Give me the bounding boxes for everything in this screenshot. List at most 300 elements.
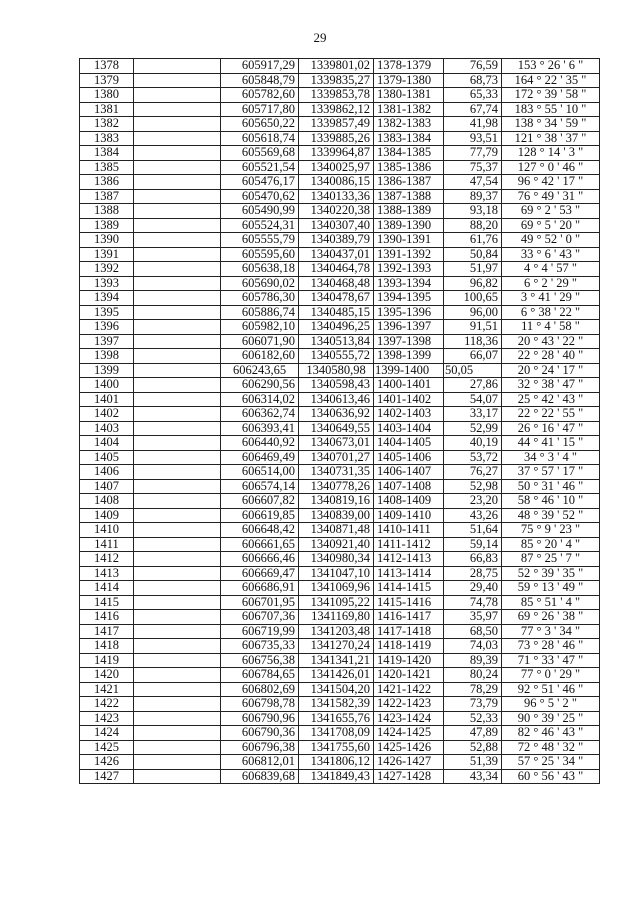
blank-cell: [134, 450, 221, 465]
x-coordinate-cell: 606290,56: [221, 378, 299, 393]
y-coordinate-cell: 1340636,92: [299, 407, 374, 422]
point-number-cell: 1407: [80, 479, 134, 494]
y-coordinate-cell: 1339801,02: [299, 59, 374, 74]
direction-angle-cell: 22 ° 22 ' 55 ": [502, 407, 600, 422]
table-row: [80, 523, 600, 538]
blank-cell: [134, 624, 221, 639]
length-cell: 43,26: [444, 508, 502, 523]
length-cell: 68,73: [444, 73, 502, 88]
direction-angle-cell: 37 ° 57 ' 17 ": [502, 465, 600, 480]
point-number-cell: 1408: [80, 494, 134, 509]
x-coordinate-cell: 606469,49: [221, 450, 299, 465]
table-row: [80, 392, 600, 407]
point-number-cell: 1386: [80, 175, 134, 190]
segment-cell: 1415-1416: [374, 595, 444, 610]
segment-cell: 1422-1423: [374, 697, 444, 712]
table-row: [80, 247, 600, 262]
blank-cell: [134, 566, 221, 581]
point-number-cell: 1382: [80, 117, 134, 132]
segment-cell: 1420-1421: [374, 668, 444, 683]
length-cell: 88,20: [444, 218, 502, 233]
direction-angle-cell: 85 ° 20 ' 4 ": [502, 537, 600, 552]
table-row: [80, 146, 600, 161]
y-coordinate-cell: 1340086,15: [299, 175, 374, 190]
direction-angle-cell: 32 ° 38 ' 47 ": [502, 378, 600, 393]
table-row: [80, 726, 600, 741]
table-row: [80, 508, 600, 523]
point-number-cell: 1411: [80, 537, 134, 552]
point-number-cell: 1393: [80, 276, 134, 291]
table-row: [80, 595, 600, 610]
blank-cell: [134, 334, 221, 349]
x-coordinate-cell: 606514,00: [221, 465, 299, 480]
blank-cell: [134, 769, 221, 784]
direction-angle-cell: 34 ° 3 ' 4 ": [502, 450, 600, 465]
blank-cell: [134, 407, 221, 422]
x-coordinate-cell: 605690,02: [221, 276, 299, 291]
length-cell: 41,98: [444, 117, 502, 132]
y-coordinate-cell: 1340133,36: [299, 189, 374, 204]
blank-cell: [134, 581, 221, 596]
blank-cell: [134, 537, 221, 552]
table-row: [80, 755, 600, 770]
length-cell: 89,37: [444, 189, 502, 204]
table-row: [80, 479, 600, 494]
table-row: [80, 624, 600, 639]
blank-cell: [134, 465, 221, 480]
point-number-cell: 1415: [80, 595, 134, 610]
length-cell: 52,98: [444, 479, 502, 494]
direction-angle-cell: 76 ° 49 ' 31 ": [502, 189, 600, 204]
x-coordinate-cell: 606735,33: [221, 639, 299, 654]
direction-angle-cell: 82 ° 46 ' 43 ": [502, 726, 600, 741]
y-coordinate-cell: 1340220,38: [299, 204, 374, 219]
segment-cell: 1416-1417: [374, 610, 444, 625]
blank-cell: [134, 102, 221, 117]
point-number-cell: 1391: [80, 247, 134, 262]
direction-angle-cell: 138 ° 34 ' 59 ": [502, 117, 600, 132]
length-cell: 59,14: [444, 537, 502, 552]
blank-cell: [134, 175, 221, 190]
table-row: [80, 566, 600, 581]
segment-cell: 1418-1419: [374, 639, 444, 654]
segment-cell: 1387-1388: [374, 189, 444, 204]
y-coordinate-cell: 1341047,10: [299, 566, 374, 581]
segment-cell: 1425-1426: [374, 740, 444, 755]
y-coordinate-cell: 1339857,49: [299, 117, 374, 132]
segment-cell: 1427-1428: [374, 769, 444, 784]
direction-angle-cell: 96 ° 5 ' 2 ": [502, 697, 600, 712]
table-row: [80, 131, 600, 146]
y-coordinate-cell: 1339835,27: [299, 73, 374, 88]
table-row: [80, 276, 600, 291]
blank-cell: [134, 726, 221, 741]
table-row: [80, 349, 600, 364]
segment-cell: 1402-1403: [374, 407, 444, 422]
blank-cell: [134, 262, 221, 277]
segment-cell: 1401-1402: [374, 392, 444, 407]
length-cell: 80,24: [444, 668, 502, 683]
x-coordinate-cell: 606243,65: [221, 363, 299, 378]
length-cell: 51,39: [444, 755, 502, 770]
coordinates-table: [79, 58, 600, 784]
x-coordinate-cell: 606686,91: [221, 581, 299, 596]
segment-cell: 1407-1408: [374, 479, 444, 494]
length-cell: 52,99: [444, 421, 502, 436]
length-cell: 77,79: [444, 146, 502, 161]
direction-angle-cell: 164 ° 22 ' 35 ": [502, 73, 600, 88]
table-row: [80, 102, 600, 117]
x-coordinate-cell: 605886,74: [221, 305, 299, 320]
segment-cell: 1409-1410: [374, 508, 444, 523]
direction-angle-cell: 20 ° 24 ' 17 ": [502, 363, 600, 378]
point-number-cell: 1417: [80, 624, 134, 639]
point-number-cell: 1400: [80, 378, 134, 393]
segment-cell: 1388-1389: [374, 204, 444, 219]
y-coordinate-cell: 1341203,48: [299, 624, 374, 639]
table-row: [80, 233, 600, 248]
table-row: [80, 610, 600, 625]
x-coordinate-cell: 605476,17: [221, 175, 299, 190]
point-number-cell: 1413: [80, 566, 134, 581]
direction-angle-cell: 3 ° 41 ' 29 ": [502, 291, 600, 306]
y-coordinate-cell: 1341426,01: [299, 668, 374, 683]
blank-cell: [134, 392, 221, 407]
direction-angle-cell: 4 ° 4 ' 57 ": [502, 262, 600, 277]
point-number-cell: 1423: [80, 711, 134, 726]
point-number-cell: 1401: [80, 392, 134, 407]
direction-angle-cell: 52 ° 39 ' 35 ": [502, 566, 600, 581]
table-row: [80, 769, 600, 784]
x-coordinate-cell: 606607,82: [221, 494, 299, 509]
segment-cell: 1392-1393: [374, 262, 444, 277]
blank-cell: [134, 320, 221, 335]
direction-angle-cell: 85 ° 51 ' 4 ": [502, 595, 600, 610]
point-number-cell: 1422: [80, 697, 134, 712]
blank-cell: [134, 59, 221, 74]
direction-angle-cell: 57 ° 25 ' 34 ": [502, 755, 600, 770]
point-number-cell: 1425: [80, 740, 134, 755]
x-coordinate-cell: 606839,68: [221, 769, 299, 784]
length-cell: 118,36: [444, 334, 502, 349]
length-cell: 75,37: [444, 160, 502, 175]
length-cell: 89,39: [444, 653, 502, 668]
point-number-cell: 1383: [80, 131, 134, 146]
table-row: [80, 320, 600, 335]
x-coordinate-cell: 606619,85: [221, 508, 299, 523]
point-number-cell: 1394: [80, 291, 134, 306]
page-number: 29: [313, 30, 327, 45]
point-number-cell: 1387: [80, 189, 134, 204]
segment-cell: 1393-1394: [374, 276, 444, 291]
segment-cell: 1381-1382: [374, 102, 444, 117]
table-row: [80, 639, 600, 654]
y-coordinate-cell: 1341095,22: [299, 595, 374, 610]
blank-cell: [134, 639, 221, 654]
y-coordinate-cell: 1341655,76: [299, 711, 374, 726]
segment-cell: 1379-1380: [374, 73, 444, 88]
segment-cell: 1405-1406: [374, 450, 444, 465]
x-coordinate-cell: 605982,10: [221, 320, 299, 335]
length-cell: 67,74: [444, 102, 502, 117]
length-cell: 76,59: [444, 59, 502, 74]
y-coordinate-cell: 1340389,79: [299, 233, 374, 248]
blank-cell: [134, 595, 221, 610]
table-row: [80, 59, 600, 74]
point-number-cell: 1405: [80, 450, 134, 465]
x-coordinate-cell: 605786,30: [221, 291, 299, 306]
blank-cell: [134, 73, 221, 88]
segment-cell: 1383-1384: [374, 131, 444, 146]
segment-cell: 1395-1396: [374, 305, 444, 320]
table-row: [80, 88, 600, 103]
x-coordinate-cell: 605618,74: [221, 131, 299, 146]
table-row: [80, 334, 600, 349]
direction-angle-cell: 11 ° 4 ' 58 ": [502, 320, 600, 335]
direction-angle-cell: 49 ° 52 ' 0 ": [502, 233, 600, 248]
y-coordinate-cell: 1340437,01: [299, 247, 374, 262]
y-coordinate-cell: 1340921,40: [299, 537, 374, 552]
length-cell: 74,03: [444, 639, 502, 654]
point-number-cell: 1388: [80, 204, 134, 219]
blank-cell: [134, 363, 221, 378]
segment-cell: 1389-1390: [374, 218, 444, 233]
direction-angle-cell: 50 ° 31 ' 46 ": [502, 479, 600, 494]
blank-cell: [134, 88, 221, 103]
segment-cell: 1380-1381: [374, 88, 444, 103]
direction-angle-cell: 127 ° 0 ' 46 ": [502, 160, 600, 175]
y-coordinate-cell: 1340478,67: [299, 291, 374, 306]
length-cell: 53,72: [444, 450, 502, 465]
blank-cell: [134, 552, 221, 567]
length-cell: 54,07: [444, 392, 502, 407]
x-coordinate-cell: 606790,96: [221, 711, 299, 726]
x-coordinate-cell: 606574,14: [221, 479, 299, 494]
y-coordinate-cell: 1340839,00: [299, 508, 374, 523]
point-number-cell: 1392: [80, 262, 134, 277]
blank-cell: [134, 146, 221, 161]
direction-angle-cell: 71 ° 33 ' 47 ": [502, 653, 600, 668]
x-coordinate-cell: 605490,99: [221, 204, 299, 219]
point-number-cell: 1384: [80, 146, 134, 161]
blank-cell: [134, 436, 221, 451]
blank-cell: [134, 508, 221, 523]
segment-cell: 1398-1399: [374, 349, 444, 364]
table-row: [80, 581, 600, 596]
y-coordinate-cell: 1340598,43: [299, 378, 374, 393]
direction-angle-cell: 60 ° 56 ' 43 ": [502, 769, 600, 784]
blank-cell: [134, 378, 221, 393]
segment-cell: 1414-1415: [374, 581, 444, 596]
point-number-cell: 1399: [80, 363, 134, 378]
length-cell: 28,75: [444, 566, 502, 581]
segment-cell: 1397-1398: [374, 334, 444, 349]
length-cell: 73,79: [444, 697, 502, 712]
table-row: [80, 363, 600, 378]
segment-cell: 1406-1407: [374, 465, 444, 480]
segment-cell: 1426-1427: [374, 755, 444, 770]
blank-cell: [134, 755, 221, 770]
length-cell: 47,89: [444, 726, 502, 741]
direction-angle-cell: 20 ° 43 ' 22 ": [502, 334, 600, 349]
table-row: [80, 291, 600, 306]
blank-cell: [134, 218, 221, 233]
y-coordinate-cell: 1340485,15: [299, 305, 374, 320]
segment-cell: 1412-1413: [374, 552, 444, 567]
direction-angle-cell: 87 ° 25 ' 7 ": [502, 552, 600, 567]
blank-cell: [134, 494, 221, 509]
point-number-cell: 1427: [80, 769, 134, 784]
direction-angle-cell: 72 ° 48 ' 32 ": [502, 740, 600, 755]
length-cell: 66,07: [444, 349, 502, 364]
x-coordinate-cell: 606362,74: [221, 407, 299, 422]
y-coordinate-cell: 1340555,72: [299, 349, 374, 364]
table-row: [80, 262, 600, 277]
x-coordinate-cell: 606812,01: [221, 755, 299, 770]
length-cell: 93,51: [444, 131, 502, 146]
length-cell: 96,82: [444, 276, 502, 291]
y-coordinate-cell: 1340731,35: [299, 465, 374, 480]
blank-cell: [134, 247, 221, 262]
point-number-cell: 1426: [80, 755, 134, 770]
table-row: [80, 668, 600, 683]
length-cell: 33,17: [444, 407, 502, 422]
direction-angle-cell: 77 ° 3 ' 34 ": [502, 624, 600, 639]
y-coordinate-cell: 1340613,46: [299, 392, 374, 407]
x-coordinate-cell: 605848,79: [221, 73, 299, 88]
length-cell: 96,00: [444, 305, 502, 320]
x-coordinate-cell: 606440,92: [221, 436, 299, 451]
direction-angle-cell: 48 ° 39 ' 52 ": [502, 508, 600, 523]
coordinates-table-body: [80, 59, 600, 784]
blank-cell: [134, 305, 221, 320]
y-coordinate-cell: 1340496,25: [299, 320, 374, 335]
point-number-cell: 1398: [80, 349, 134, 364]
x-coordinate-cell: 605650,22: [221, 117, 299, 132]
y-coordinate-cell: 1340307,40: [299, 218, 374, 233]
table-row: [80, 189, 600, 204]
length-cell: 51,97: [444, 262, 502, 277]
segment-cell: 1410-1411: [374, 523, 444, 538]
y-coordinate-cell: 1340871,48: [299, 523, 374, 538]
blank-cell: [134, 523, 221, 538]
length-cell: 52,88: [444, 740, 502, 755]
x-coordinate-cell: 605782,60: [221, 88, 299, 103]
table-row: [80, 697, 600, 712]
x-coordinate-cell: 605521,54: [221, 160, 299, 175]
x-coordinate-cell: 605569,68: [221, 146, 299, 161]
length-cell: 27,86: [444, 378, 502, 393]
direction-angle-cell: 90 ° 39 ' 25 ": [502, 711, 600, 726]
table-row: [80, 450, 600, 465]
x-coordinate-cell: 606796,38: [221, 740, 299, 755]
blank-cell: [134, 291, 221, 306]
blank-cell: [134, 117, 221, 132]
table-row: [80, 204, 600, 219]
x-coordinate-cell: 606071,90: [221, 334, 299, 349]
direction-angle-cell: 172 ° 39 ' 58 ": [502, 88, 600, 103]
y-coordinate-cell: 1340580,98: [299, 363, 374, 378]
blank-cell: [134, 668, 221, 683]
blank-cell: [134, 421, 221, 436]
x-coordinate-cell: 606798,78: [221, 697, 299, 712]
blank-cell: [134, 479, 221, 494]
length-cell: 61,76: [444, 233, 502, 248]
length-cell: 91,51: [444, 320, 502, 335]
point-number-cell: 1389: [80, 218, 134, 233]
x-coordinate-cell: 605717,80: [221, 102, 299, 117]
x-coordinate-cell: 606802,69: [221, 682, 299, 697]
blank-cell: [134, 276, 221, 291]
length-cell: 52,33: [444, 711, 502, 726]
x-coordinate-cell: 606707,36: [221, 610, 299, 625]
direction-angle-cell: 44 ° 41 ' 15 ": [502, 436, 600, 451]
direction-angle-cell: 6 ° 38 ' 22 ": [502, 305, 600, 320]
direction-angle-cell: 25 ° 42 ' 43 ": [502, 392, 600, 407]
y-coordinate-cell: 1341270,24: [299, 639, 374, 654]
blank-cell: [134, 160, 221, 175]
x-coordinate-cell: 605524,31: [221, 218, 299, 233]
segment-cell: 1386-1387: [374, 175, 444, 190]
direction-angle-cell: 26 ° 16 ' 47 ": [502, 421, 600, 436]
blank-cell: [134, 233, 221, 248]
y-coordinate-cell: 1341169,80: [299, 610, 374, 625]
segment-cell: 1385-1386: [374, 160, 444, 175]
point-number-cell: 1410: [80, 523, 134, 538]
point-number-cell: 1397: [80, 334, 134, 349]
x-coordinate-cell: 606666,46: [221, 552, 299, 567]
length-cell: 43,34: [444, 769, 502, 784]
point-number-cell: 1421: [80, 682, 134, 697]
point-number-cell: 1412: [80, 552, 134, 567]
segment-cell: 1403-1404: [374, 421, 444, 436]
point-number-cell: 1385: [80, 160, 134, 175]
direction-angle-cell: 69 ° 2 ' 53 ": [502, 204, 600, 219]
direction-angle-cell: 75 ° 9 ' 23 ": [502, 523, 600, 538]
blank-cell: [134, 682, 221, 697]
y-coordinate-cell: 1339885,26: [299, 131, 374, 146]
y-coordinate-cell: 1340513,84: [299, 334, 374, 349]
x-coordinate-cell: 606756,38: [221, 653, 299, 668]
length-cell: 100,65: [444, 291, 502, 306]
point-number-cell: 1404: [80, 436, 134, 451]
segment-cell: 1419-1420: [374, 653, 444, 668]
y-coordinate-cell: 1341582,39: [299, 697, 374, 712]
x-coordinate-cell: 606719,99: [221, 624, 299, 639]
direction-angle-cell: 128 ° 14 ' 3 ": [502, 146, 600, 161]
table-row: [80, 73, 600, 88]
blank-cell: [134, 711, 221, 726]
x-coordinate-cell: 606669,47: [221, 566, 299, 581]
direction-angle-cell: 121 ° 38 ' 37 ": [502, 131, 600, 146]
x-coordinate-cell: 606790,36: [221, 726, 299, 741]
blank-cell: [134, 189, 221, 204]
direction-angle-cell: 69 ° 5 ' 20 ": [502, 218, 600, 233]
table-row: [80, 537, 600, 552]
y-coordinate-cell: 1341806,12: [299, 755, 374, 770]
x-coordinate-cell: 605638,18: [221, 262, 299, 277]
y-coordinate-cell: 1340980,34: [299, 552, 374, 567]
blank-cell: [134, 349, 221, 364]
length-cell: 50,05: [444, 363, 502, 378]
length-cell: 65,33: [444, 88, 502, 103]
x-coordinate-cell: 605470,62: [221, 189, 299, 204]
point-number-cell: 1403: [80, 421, 134, 436]
point-number-cell: 1409: [80, 508, 134, 523]
segment-cell: 1423-1424: [374, 711, 444, 726]
y-coordinate-cell: 1339853,78: [299, 88, 374, 103]
length-cell: 66,83: [444, 552, 502, 567]
